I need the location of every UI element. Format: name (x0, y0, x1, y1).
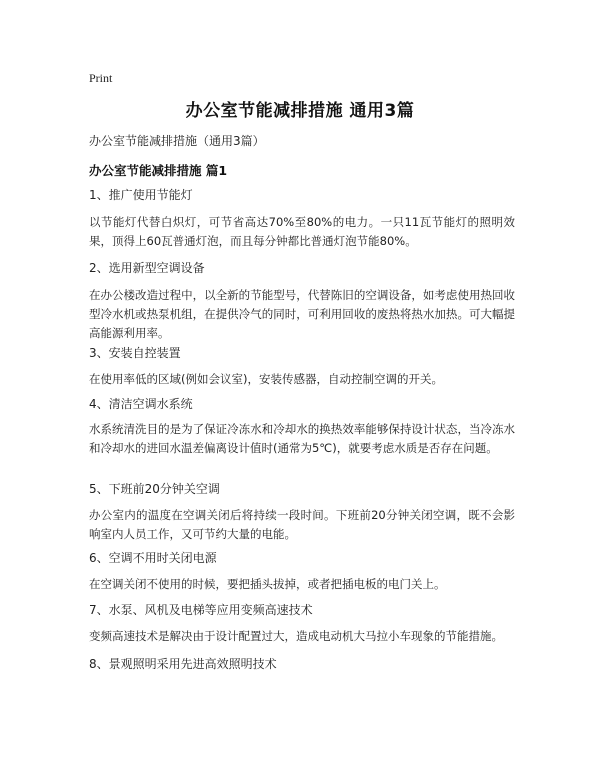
item-heading: 3、安装自控装置 (89, 346, 181, 360)
print-label[interactable]: Print (89, 71, 113, 85)
item-1-text (89, 213, 515, 251)
item-4-text (89, 420, 515, 458)
item-paragraph: 办公室内的温度在空调关闭后将持续一段时间。下班前20分钟关闭空调，既不会影响室内人员工作，又可节约大量的电能。 (89, 508, 515, 541)
item-3 (89, 344, 515, 362)
item-paragraph: 在使用率低的区域(例如会议室)，安装传感器，自动控制空调的开关。 (89, 372, 443, 386)
item-heading: 1、推广使用节能灯 (89, 188, 193, 202)
item-5-text (89, 506, 515, 544)
item-2-text (89, 286, 515, 343)
document-title: 办公室节能减排措施 通用3篇 (185, 101, 415, 121)
item-paragraph: 水系统清洗目的是为了保证冷冻水和冷却水的换热效率能够保持设计状态，当冷冻水和冷却水的进回水温差偏离设计值时(通常为5℃)，就要考虑水质是否存在问题。 (89, 422, 515, 455)
item-heading: 5、下班前20分钟关空调 (89, 482, 220, 496)
item-7 (89, 601, 515, 619)
section-title: 办公室节能减排措施 篇1 (89, 163, 228, 178)
item-7-text (89, 627, 515, 646)
document-subtitle: 办公室节能减排措施（通用3篇） (89, 134, 265, 148)
item-heading: 7、水泵、风机及电梯等应用变频高速技术 (89, 603, 313, 617)
item-heading: 8、景观照明采用先进高效照明技术 (89, 657, 277, 671)
item-paragraph: 以节能灯代替白炽灯，可节省高达70%至80%的电力。一只11瓦节能灯的照明效果，顶得上60瓦普通灯泡，而且每分钟都比普通灯泡节能80%。 (89, 215, 515, 248)
item-4 (89, 395, 515, 413)
item-2 (89, 259, 515, 277)
item-6 (89, 549, 515, 567)
item-3-text (89, 370, 515, 389)
item-heading: 4、清洁空调水系统 (89, 397, 193, 411)
item-8 (89, 655, 515, 673)
item-heading: 2、选用新型空调设备 (89, 261, 205, 275)
item-paragraph: 在空调关闭不使用的时候，要把插头拔掉，或者把插电板的电门关上。 (89, 577, 446, 591)
item-1 (89, 186, 515, 204)
item-paragraph: 变频高速技术是解决由于设计配置过大，造成电动机大马拉小车现象的节能措施。 (89, 629, 503, 643)
item-6-text (89, 575, 515, 594)
item-paragraph: 在办公楼改造过程中，以全新的节能型号，代替陈旧的空调设备，如考虑使用热回收型冷水机或热泵机组，在提供冷气的同时，可利用回收的废热将热水加热。可大幅提高能源利用率。 (89, 288, 515, 340)
item-5 (89, 480, 515, 498)
item-heading: 6、空调不用时关闭电源 (89, 551, 217, 565)
